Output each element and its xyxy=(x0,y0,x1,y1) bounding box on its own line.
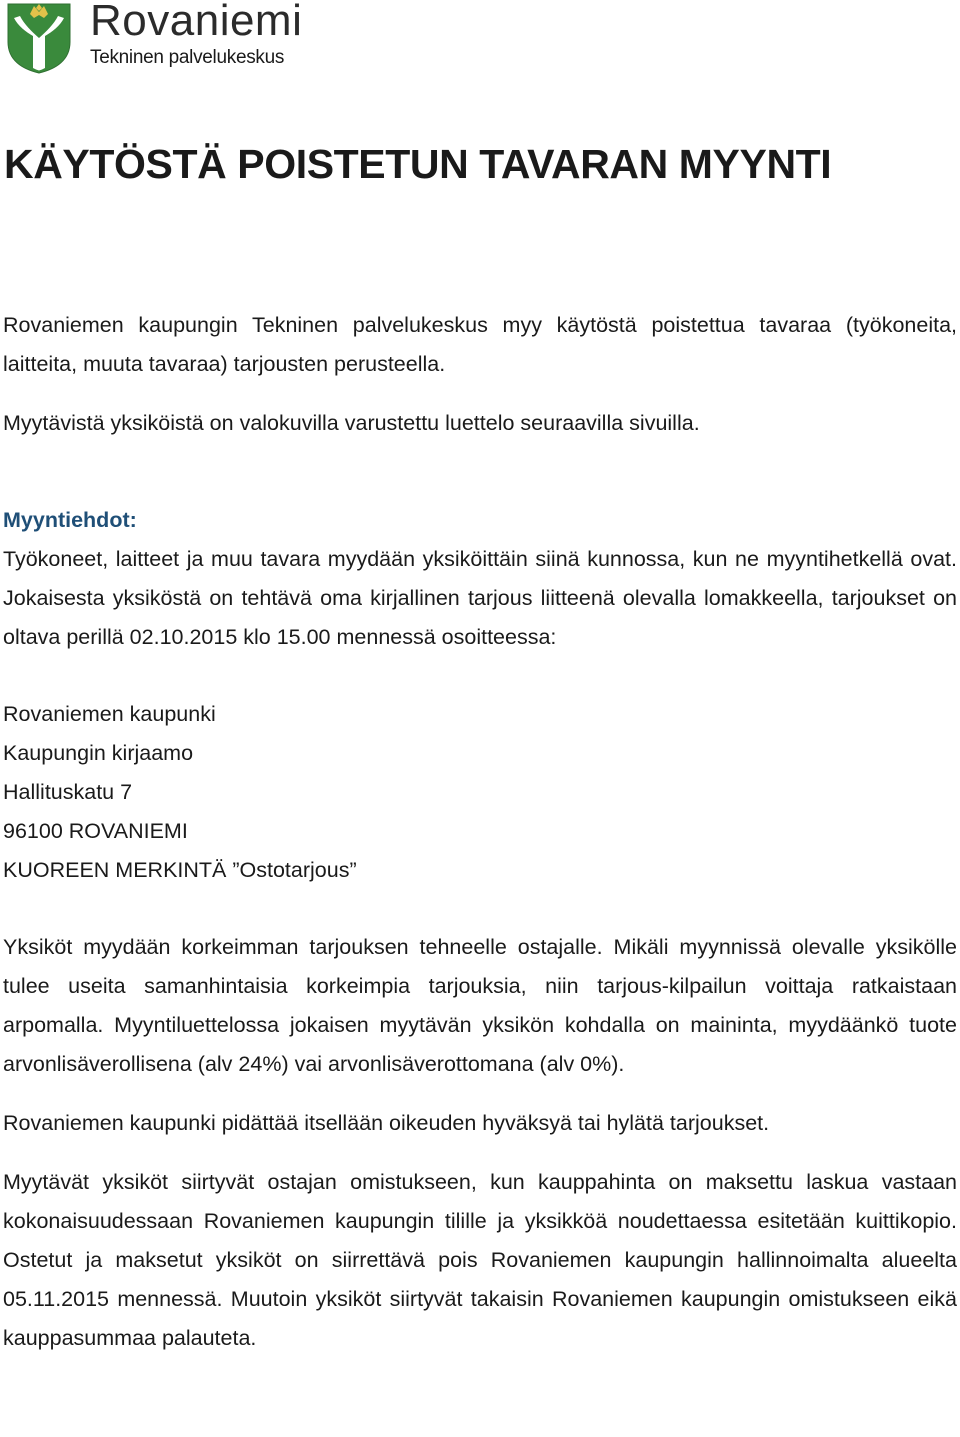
letterhead xyxy=(6,2,406,76)
sale-terms-paragraph: Yksiköt myydään korkeimman tarjouksen tehneelle ostajalle. Mikäli myynnissä olevalle yksikölle tulee useita samanhintaisia korkeimpia tarjouksia, niin tarjous-kilpailun voittaja ratkaistaan arpomalla. Myyntiluettelossa jokaisen myytävän yksikön kohdalla on maininta, myydäänkö tuote arvonlisäverollisena (alv 24%) vai arvonlisäverottomana (alv 0%). xyxy=(3,935,957,1076)
address-line: Kaupungin kirjaamo xyxy=(3,741,194,765)
delivery-address xyxy=(3,695,957,890)
brand-subtitle: Tekninen palvelukeskus xyxy=(90,47,285,68)
rovaniemi-crest-logo xyxy=(6,2,72,74)
document-body xyxy=(3,306,957,1358)
intro-note: Myytävistä yksiköistä on valokuvilla varustettu luettelo seuraavilla sivuilla. xyxy=(3,411,700,435)
document-title: KÄYTÖSTÄ POISTETUN TAVARAN MYYNTI xyxy=(4,141,832,187)
address-line: Rovaniemen kaupunki xyxy=(3,702,216,726)
intro-paragraph: Rovaniemen kaupungin Tekninen palvelukeskus myy käytöstä poistettua tavaraa (työkoneita, laitteita, muuta tavaraa) tarjousten perusteella. xyxy=(3,313,957,376)
address-line: Hallituskatu 7 xyxy=(3,780,133,804)
terms-heading: Myyntiehdot: xyxy=(3,508,137,532)
address-line: 96100 ROVANIEMI xyxy=(3,819,188,843)
brand-name: Rovaniemi xyxy=(90,0,303,45)
rights-paragraph: Rovaniemen kaupunki pidättää itsellään oikeuden hyväksyä tai hylätä tarjoukset. xyxy=(3,1111,770,1135)
ownership-paragraph: Myytävät yksiköt siirtyvät ostajan omistukseen, kun kauppahinta on maksettu laskua vastaan kokonaisuudessaan Rovaniemen kaupungin tilille ja yksikköä noudettaessa esitetään kuittikopio. Ostetut ja maksetut yksiköt on siirrettävä pois Rovaniemen kaupungin hallinnoimalta alueelta 05.11.2015 mennessä. Muutoin yksiköt siirtyvät takaisin Rovaniemen kaupungin omistukseen eikä kauppasummaa palauteta. xyxy=(3,1170,957,1350)
terms-paragraph: Työkoneet, laitteet ja muu tavara myydään yksiköittäin siinä kunnossa, kun ne myyntihetkellä ovat. Jokaisesta yksiköstä on tehtävä oma kirjallinen tarjous liitteenä olevalla lomakkeella, tarjoukset on oltava perillä 02.10.2015 klo 15.00 mennessä osoitteessa: xyxy=(3,547,957,649)
envelope-marking: KUOREEN MERKINTÄ ”Ostotarjous” xyxy=(3,858,357,882)
